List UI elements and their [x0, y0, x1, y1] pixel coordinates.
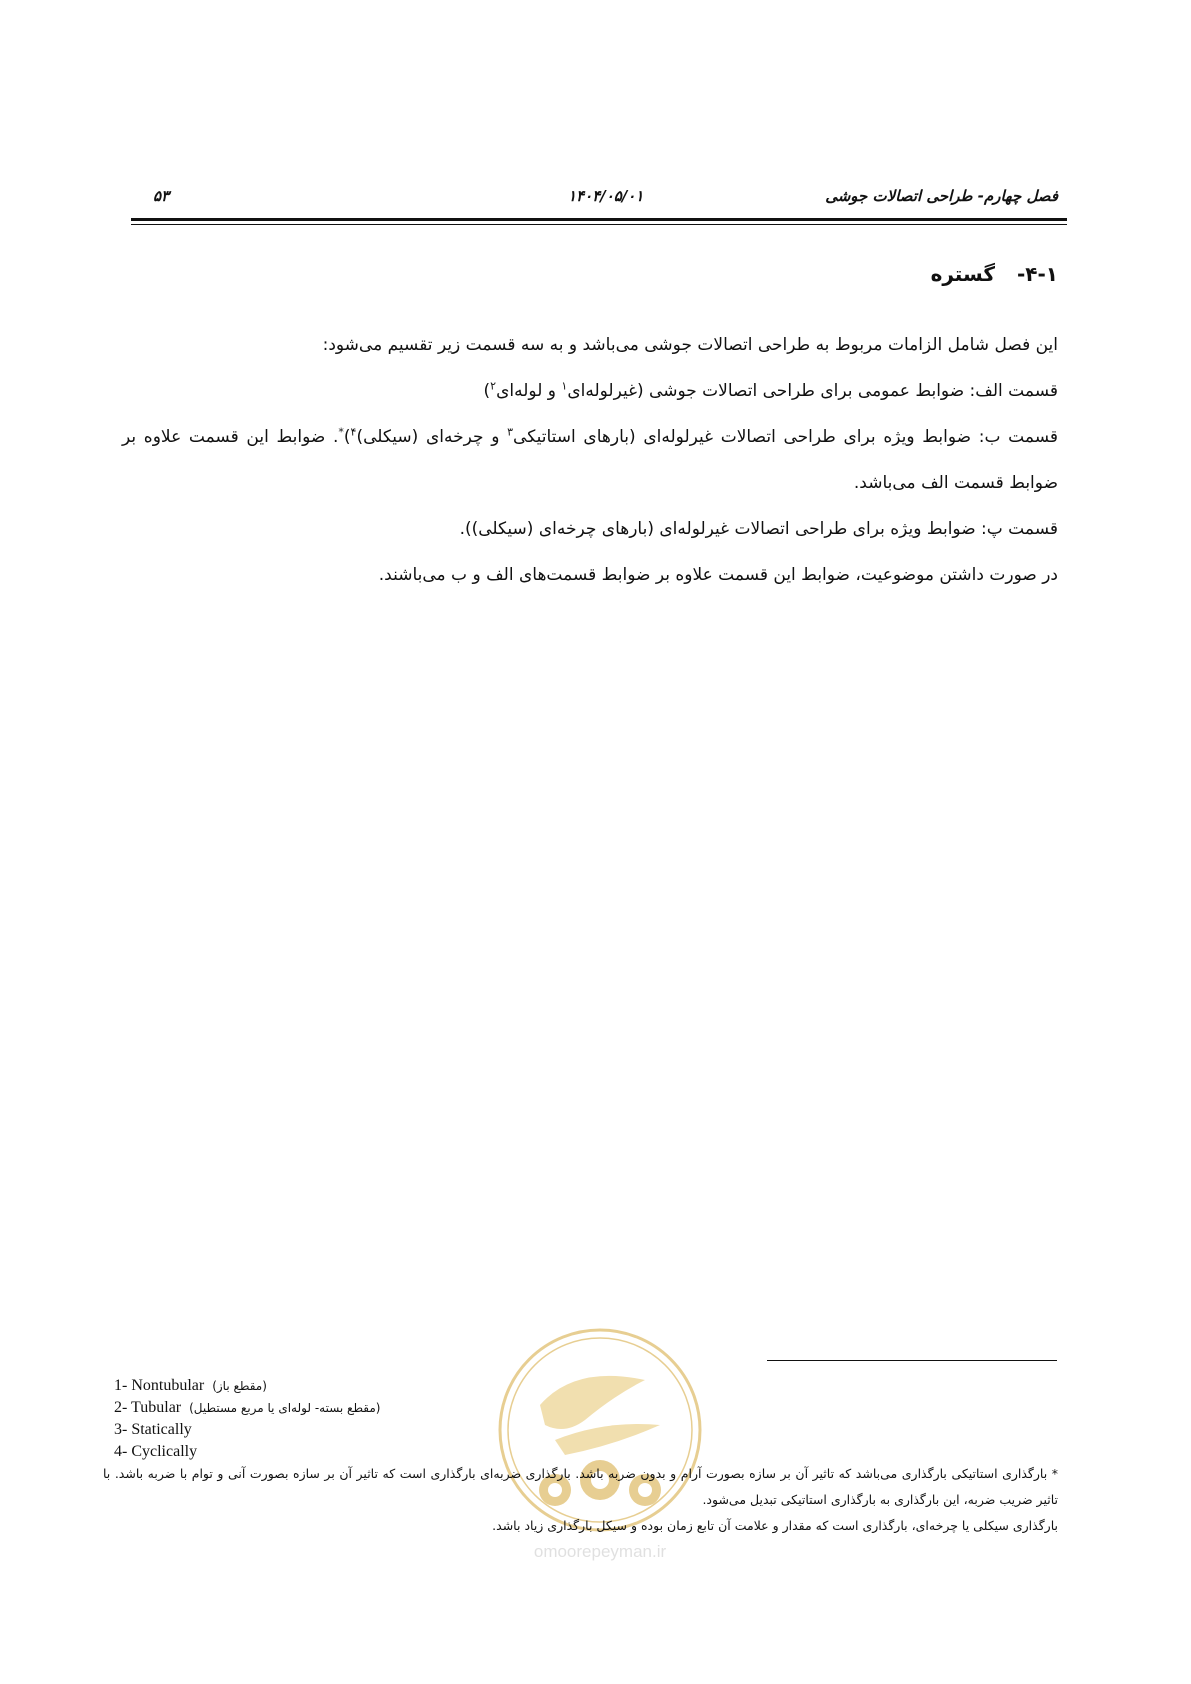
header-rule-thin	[131, 224, 1067, 225]
part-b-text: قسمت ب: ضوابط ویژه برای طراحی اتصالات غیرلوله‌ای (بارهای استاتیکی	[513, 427, 1058, 447]
footnote-ref-star: *	[338, 425, 344, 439]
running-header-chapter: فصل چهارم- طراحی اتصالات جوشی	[825, 187, 1058, 205]
section-title: گستره	[930, 262, 995, 286]
part-b-text: )	[343, 427, 351, 447]
footnote-separator	[767, 1360, 1057, 1361]
footnote-item	[114, 1419, 380, 1441]
running-header-date: ۱۴۰۴/۰۵/۰۱	[568, 187, 644, 205]
footnote-term: 4- Cyclically	[114, 1443, 198, 1460]
part-b-text: . ضوابط این قسمت علاوه بر ضوابط قسمت الف می‌باشد.	[122, 427, 1058, 493]
section-number: ۴-۱-	[1016, 262, 1058, 286]
footnote-ref-2: ۲	[490, 379, 497, 393]
part-a-text: و لوله‌ای	[496, 381, 562, 401]
watermark-url: omoorepeyman.ir	[533, 1542, 667, 1561]
footnote-item	[114, 1441, 380, 1463]
star-footnote	[103, 1461, 1058, 1539]
part-b-text: و چرخه‌ای (سیکلی)	[356, 427, 508, 447]
footnote-gloss: (مقطع بسته- لوله‌ای یا مربع مستطیل)	[189, 1401, 381, 1415]
footnote-ref-1: ۱	[561, 379, 568, 393]
part-a-paragraph	[122, 368, 1058, 414]
intro-paragraph: این فصل شامل الزامات مربوط به طراحی اتصالات جوشی می‌باشد و به سه قسمت زیر تقسیم می‌شود:	[322, 335, 1058, 355]
section-heading	[931, 260, 1058, 288]
footnote-item	[114, 1375, 380, 1397]
part-b-paragraph	[122, 414, 1058, 506]
page-number: ۵۳	[153, 187, 170, 205]
footnote-gloss: (مقطع باز)	[212, 1379, 267, 1393]
header-rule-thick	[131, 218, 1067, 221]
footnote-item	[114, 1397, 380, 1419]
footnote-list	[114, 1375, 380, 1463]
footnote-ref-3: ۳	[507, 425, 514, 439]
footnote-term: 3- Statically	[114, 1421, 192, 1438]
footnote-term: 2- Tubular	[114, 1399, 182, 1416]
part-a-text: قسمت الف: ضوابط عمومی برای طراحی اتصالات جوشی (غیرلوله‌ای	[567, 381, 1058, 401]
body-text	[122, 322, 1058, 598]
part-c-paragraph: قسمت پ: ضوابط ویژه برای طراحی اتصالات غیرلوله‌ای (بارهای چرخه‌ای (سیکلی)).	[459, 519, 1058, 539]
closing-paragraph: در صورت داشتن موضوعیت، ضوابط این قسمت علاوه بر ضوابط قسمت‌های الف و ب می‌باشند.	[378, 565, 1058, 585]
star-note-line: * بارگذاری استاتیکی بارگذاری می‌باشد که تاثیر آن بر سازه بصورت آرام و بدون ضربه باشد. بارگذاری ضربه‌ای بارگذاری است که تاثیر آن بر سازه بصورت آنی و توام با ضربه باشد. با تاثیر ضریب ضربه، این بارگذاری به بارگذاری استاتیکی تبدیل می‌شود.	[103, 1466, 1058, 1507]
star-note-line: بارگذاری سیکلی یا چرخه‌ای، بارگذاری است که مقدار و علامت آن تابع زمان بوده و سیکل بارگذاری زیاد باشد.	[492, 1518, 1058, 1533]
footnote-term: 1- Nontubular	[114, 1377, 205, 1394]
part-a-text: )	[483, 381, 491, 401]
footnote-ref-4: ۴	[350, 425, 357, 439]
